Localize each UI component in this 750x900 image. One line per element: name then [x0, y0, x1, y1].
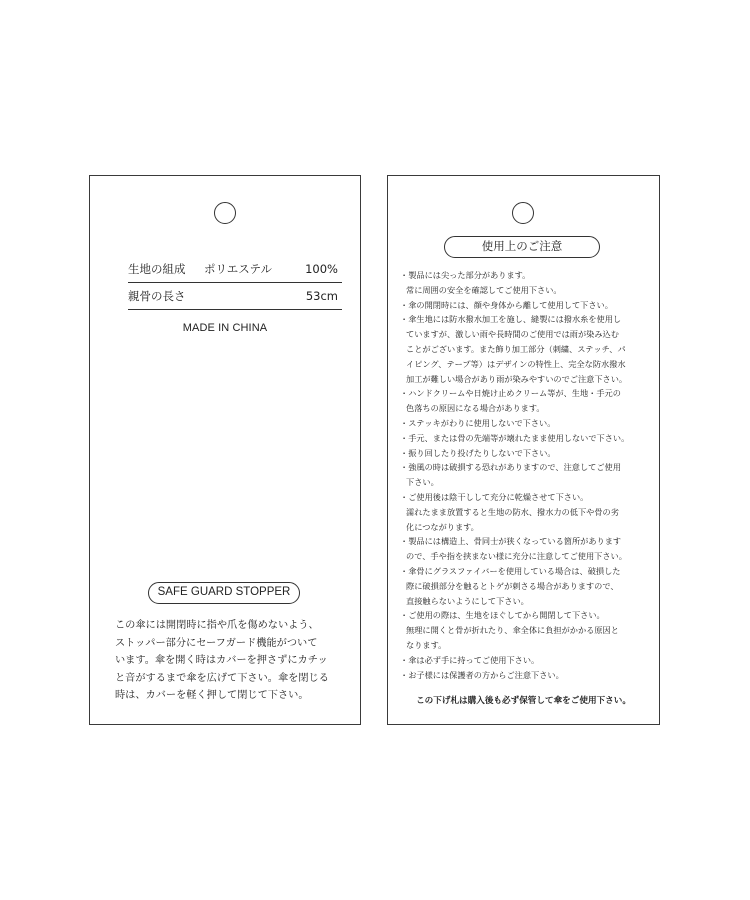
- caution-line: 下さい。: [406, 477, 439, 488]
- stopper-title-badge: SAFE GUARD STOPPER: [148, 582, 300, 604]
- stopper-description: [115, 617, 343, 705]
- product-tag-left: [89, 175, 361, 725]
- caution-line: ・ご使用の際は、生地をほぐしてから開閉して下さい。: [400, 610, 605, 621]
- caution-line: ・お子様には保護者の方からご注意下さい。: [400, 669, 564, 680]
- composition-material: ポリエステル: [204, 262, 272, 276]
- caution-line: 常に周囲の安全を確認してご使用下さい。: [406, 284, 562, 295]
- caution-line: 濡れたまま放置すると生地の防水、撥水力の低下や骨の劣: [406, 506, 619, 517]
- caution-line: なります。: [406, 639, 447, 650]
- caution-line: 際に破損部分を触るとトゲが刺さる場合がありますので、: [406, 580, 619, 591]
- rib-length-value: 53cm: [305, 289, 338, 303]
- caution-line: 無理に開くと骨が折れたり、傘全体に負担がかかる原因と: [406, 625, 619, 636]
- caution-line: ・製品には構造上、骨同士が狭くなっている箇所があります: [400, 536, 622, 547]
- caution-list: [400, 268, 656, 682]
- caution-line: ・傘の開閉時には、顔や身体から離して使用して下さい。: [400, 299, 613, 310]
- caution-line: ・ステッキがわりに使用しないで下さい。: [400, 417, 556, 428]
- country-of-origin: MADE IN CHINA: [182, 322, 268, 334]
- rib-length-row: [128, 283, 342, 310]
- stopper-line: います。傘を開く時はカバーを押さずにカチッ: [115, 655, 328, 666]
- caution-line: 化につながります。: [406, 521, 479, 532]
- caution-line: ・強風の時は破損する恐れがありますので、注意してご使用: [400, 462, 621, 473]
- caution-line: ことがございます。また飾り加工部分（刺繍、ステッチ、パ: [406, 343, 626, 354]
- caution-line: ・振り回したり投げたりしないで下さい。: [400, 447, 556, 458]
- caution-line: ・製品には尖った部分があります。: [400, 270, 531, 280]
- stopper-line: 時は、カバーを軽く押して閉じて下さい。: [115, 690, 309, 701]
- caution-line: ・手元、または骨の先端等が壊れたまま使用しないで下さい。: [400, 432, 630, 443]
- caution-line: イピング、テープ等）はデザインの特性上、完全な防水撥水: [406, 358, 626, 369]
- rib-length-label: 親骨の長さ: [128, 289, 186, 303]
- product-tag-right: [387, 175, 660, 725]
- caution-line: 色落ちの原因になる場合があります。: [406, 403, 545, 414]
- keep-tag-note: この下げ札は購入後も必ず保管して傘をご使用下さい。: [416, 696, 631, 706]
- caution-title-badge: 使用上のご注意: [444, 236, 600, 258]
- caution-line: ていますが、激しい雨や長時間のご使用では雨が染み込む: [406, 329, 619, 340]
- composition-row: [128, 256, 342, 283]
- caution-line: ・傘生地には防水撥水加工を施し、縫製には撥水糸を使用し: [400, 314, 622, 325]
- caution-line: 直接触らないようにして下さい。: [406, 595, 529, 606]
- stopper-line: ストッパー部分にセーフガード機能がついて: [115, 637, 318, 649]
- composition-value: 100%: [305, 262, 338, 276]
- caution-line: ・傘骨にグラスファイバーを使用している場合は、破損した: [400, 565, 621, 576]
- tag-hole: [214, 202, 236, 224]
- tag-hole: [512, 202, 534, 224]
- stopper-line: と音がするまで傘を広げて下さい。傘を閉じる: [115, 672, 329, 684]
- composition-label: 生地の組成: [128, 262, 186, 276]
- caution-line: ・ご使用後は陰干しして充分に乾燥させて下さい。: [400, 491, 589, 502]
- spec-table: [128, 256, 342, 310]
- caution-line: 加工が難しい場合があり雨が染みやすいのでご注意下さい。: [406, 373, 628, 384]
- caution-line: ・ハンドクリームや日焼け止めクリーム等が、生地・手元の: [400, 388, 621, 399]
- caution-line: ・傘は必ず手に持ってご使用下さい。: [400, 654, 540, 665]
- stopper-line: この傘には開閉時に指や爪を傷めないよう、: [115, 620, 319, 631]
- caution-line: ので、手や指を挟まない様に充分に注意してご使用下さい。: [406, 551, 627, 562]
